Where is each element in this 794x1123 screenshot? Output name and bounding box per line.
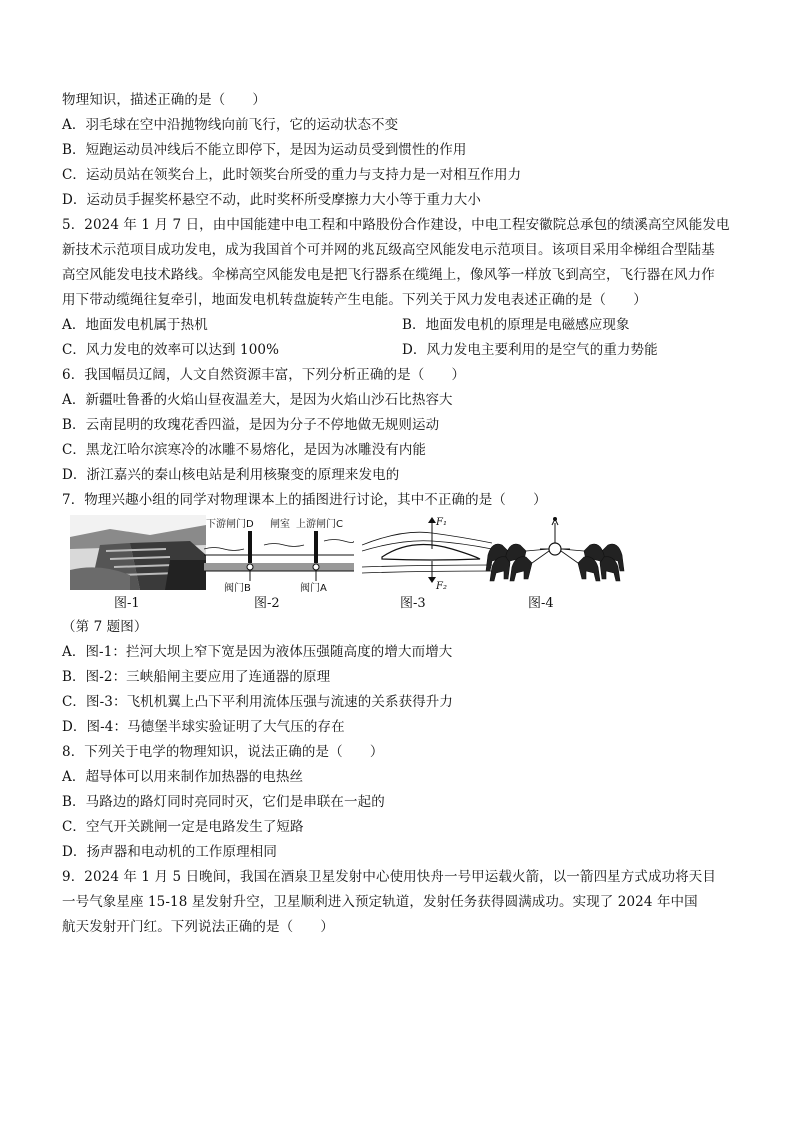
q8-option-d: D．扬声器和电动机的工作原理相同	[62, 844, 277, 860]
figure-4-label: 图-4	[528, 596, 554, 611]
q9-stem-line: 一号气象星座 15-18 星发射升空，卫星顺利进入预定轨道，发射任务获得圆满成功。实现了 2024 年中国	[62, 894, 698, 910]
q4-option-d: D．运动员手握奖杯悬空不动，此时奖杯所受摩擦力大小等于重力大小	[62, 192, 481, 208]
q5-stem-line: 5．2024 年 1 月 7 日，由中国能建中电工程和中路股份合作建设，中电工程安徽院总承包的绩溪高空风能发电	[62, 217, 730, 233]
figure-2-valve-a-label: 阀门A	[300, 583, 327, 594]
q5-option-a: A．地面发电机属于热机	[62, 317, 208, 333]
figure-2-valve-b-label: 阀门B	[224, 583, 251, 594]
figure-2-ship-lock	[204, 515, 354, 595]
figure-3-f2-label: F₂	[436, 581, 447, 592]
q7-option-d: D．图-4：马德堡半球实验证明了大气压的存在	[62, 719, 345, 735]
q8-stem: 8．下列关于电学的物理知识，说法正确的是（ ）	[62, 744, 384, 760]
q4-option-b: B．短跑运动员冲线后不能立即停下，是因为运动员受到惯性的作用	[62, 142, 467, 158]
q4-option-c: C．运动员站在领奖台上，此时领奖台所受的重力与支持力是一对相互作用力	[62, 167, 522, 183]
q7-figure-caption: （第 7 题图）	[62, 619, 148, 635]
q7-option-a: A．图-1：拦河大坝上窄下宽是因为液体压强随高度的增大而增大	[62, 644, 453, 660]
figure-2-chamber-label: 闸室	[270, 519, 290, 530]
q9-stem-line: 9．2024 年 1 月 5 日晚间，我国在酒泉卫星发射中心使用快舟一号甲运载火箭，以一箭四星方式成功将天目	[62, 869, 716, 885]
q9-stem-line: 航天发射开门红。下列说法正确的是（ ）	[62, 919, 334, 935]
q8-option-c: C．空气开关跳闸一定是电路发生了短路	[62, 819, 304, 835]
q5-stem-line: 高空风能发电技术路线。伞梯高空风能发电是把飞行器系在缆绳上，像风筝一样放飞到高空，飞行器在风力作	[62, 267, 715, 283]
figure-1-label: 图-1	[114, 596, 140, 611]
q5-option-c: C．风力发电的效率可以达到 100%	[62, 342, 280, 358]
figure-3-f1-label: F₁	[436, 517, 447, 528]
figure-2-gate-c-label: 上游闸门C	[296, 519, 343, 530]
q7-option-c: C．图-3：飞机机翼上凸下平利用流体压强与流速的关系获得升力	[62, 694, 453, 710]
q7-stem: 7．物理兴趣小组的同学对物理课本上的插图进行讨论，其中不正确的是（ ）	[62, 492, 547, 508]
q5-option-d: D．风力发电主要利用的是空气的重力势能	[402, 342, 658, 358]
q4-stem-tail: 物理知识，描述正确的是（ ）	[62, 92, 266, 108]
q7-figures	[62, 515, 742, 615]
q4-option-a: A．羽毛球在空中沿抛物线向前飞行，它的运动状态不变	[62, 117, 399, 133]
figure-4-magdeburg-hemispheres	[480, 515, 630, 595]
q5-options-row-2	[62, 338, 742, 363]
q5-option-b: B．地面发电机的原理是电磁感应现象	[402, 317, 630, 333]
figure-3-airfoil	[362, 515, 492, 595]
figure-2-label: 图-2	[254, 596, 280, 611]
q6-option-b: B．云南昆明的玫瑰花香四溢，是因为分子不停地做无规则运动	[62, 417, 440, 433]
q8-option-b: B．马路边的路灯同时亮同时灭，它们是串联在一起的	[62, 794, 385, 810]
q8-option-a: A．超导体可以用来制作加热器的电热丝	[62, 769, 304, 785]
q6-option-c: C．黑龙江哈尔滨寒冷的冰雕不易熔化，是因为冰雕没有内能	[62, 442, 427, 458]
q6-option-d: D．浙江嘉兴的秦山核电站是利用核聚变的原理来发电的	[62, 467, 400, 483]
figure-1-dam-photo	[70, 515, 206, 590]
figure-2-gate-d-label: 下游闸门D	[206, 519, 254, 530]
q5-options-row-1	[62, 313, 742, 338]
q5-stem-line: 新技术示范项目成功发电，成为我国首个可并网的兆瓦级高空风能发电示范项目。该项目采用伞梯组合型陆基	[62, 242, 715, 258]
q7-option-b: B．图-2：三峡船闸主要应用了连通器的原理	[62, 669, 331, 685]
q5-stem-line: 用下带动缆绳往复牵引，地面发电机转盘旋转产生电能。下列关于风力发电表述正确的是（ ）	[62, 292, 647, 308]
figure-3-label: 图-3	[400, 596, 426, 611]
q6-option-a: A．新疆吐鲁番的火焰山昼夜温差大，是因为火焰山沙石比热容大	[62, 392, 453, 408]
page-content	[62, 88, 742, 940]
q6-stem: 6．我国幅员辽阔，人文自然资源丰富，下列分析正确的是（ ）	[62, 367, 466, 383]
